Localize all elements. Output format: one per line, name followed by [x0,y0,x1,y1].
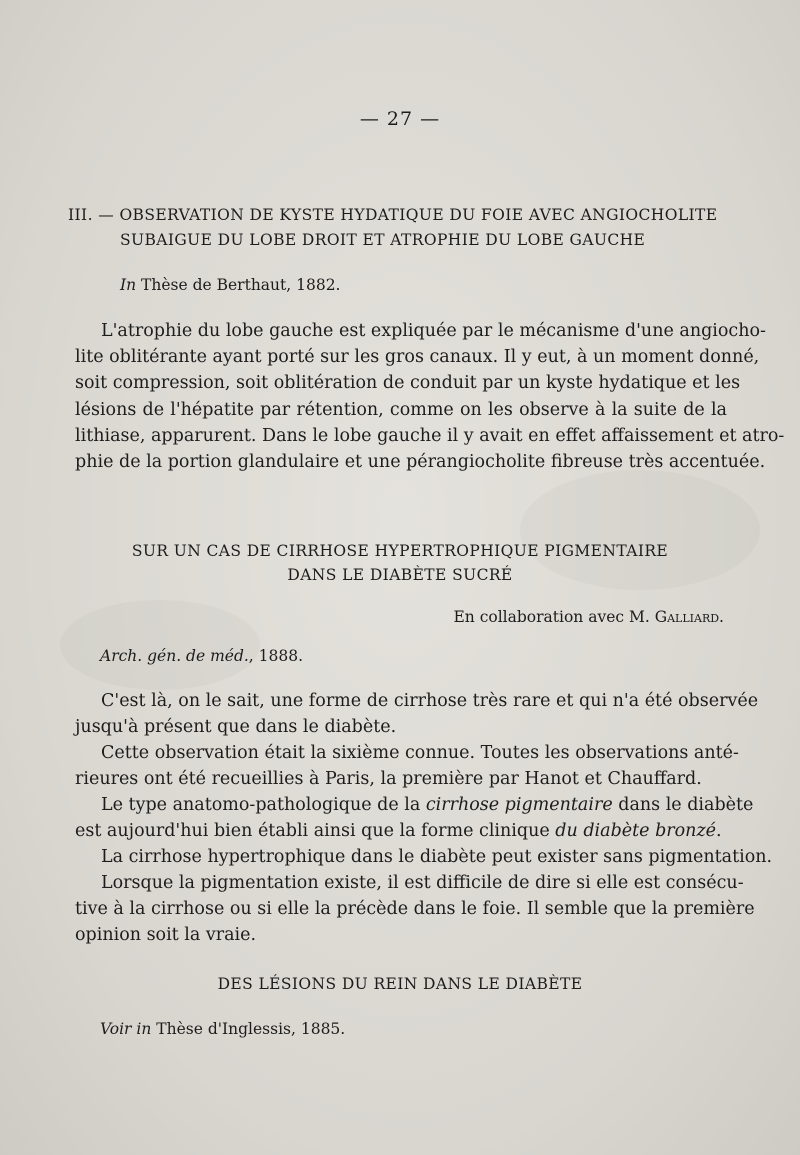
paragraph-line: soit compression, soit oblitération de conduit par un kyste hydatique et les [75,373,741,394]
section2-paragraph3 [75,792,754,844]
section2-ref-journal: Arch. gén. de méd. [100,647,249,665]
collab-prefix: En collaboration avec M. [453,608,650,626]
paragraph-line: L'atrophie du lobe gauche est expliquée par le mécanisme d'une angiocho- [101,321,766,341]
section1-heading-line1: III. — OBSERVATION DE KYSTE HYDATIQUE DU FOIE AVEC ANGIOCHOLITE [68,206,718,224]
section1-heading-line2: SUBAIGUE DU LOBE DROIT ET ATROPHIE DU LOBE GAUCHE [120,231,646,249]
paragraph-line: lite oblitérante ayant porté sur les gros canaux. Il y eut, à un moment donné, [75,347,760,368]
paragraph-line: lésions de l'hépatite par rétention, comme on les observe à la suite de la [75,399,727,420]
section2-paragraph1 [75,688,759,740]
text-run: est aujourd'hui bien établi ainsi que la forme clinique [75,821,556,842]
paragraph-line: Lorsque la pigmentation existe, il est difficile de dire si elle est consécu- [101,873,744,893]
section3-ref-prefix: Voir in [100,1020,152,1038]
section3-ref-text: Thèse d'Inglessis, 1885. [156,1020,346,1038]
paragraph-line: Cette observation était la sixième connue. Toutes les observations anté- [101,743,739,763]
page-number: — 27 — [359,108,441,130]
text-run: Le type anatomo-pathologique de la [101,795,426,815]
paragraph-line: opinion soit la vraie. [75,925,257,946]
section2-ref-year: , 1888. [248,647,304,665]
section1-paragraph [75,318,785,475]
paragraph-line: C'est là, on le sait, une forme de cirrhose très rare et qui n'a été observée [101,691,759,711]
italic-run: du diabète bronzé [555,821,717,842]
paragraph-line: phie de la portion glandulaire et une pérangiocholite fibreuse très accentuée. [75,452,766,473]
section2-heading-line1: SUR UN CAS DE CIRRHOSE HYPERTROPHIQUE PIGMENTAIRE [131,542,669,560]
text-run: dans le diabète [612,795,754,815]
section2-paragraph2 [75,740,739,792]
collaboration-note [453,606,724,628]
section1-ref-prefix: In [120,276,137,294]
paragraph-line: lithiase, apparurent. Dans le lobe gauche il y avait en effet affaissement et atro- [75,425,785,446]
italic-run: cirrhose pigmentaire [425,795,613,815]
paragraph-line [75,818,727,844]
section2-paragraph5 [75,870,755,949]
section2-reference [100,645,303,667]
section2-paragraph4 [75,844,773,870]
section1-reference [120,274,340,296]
section3-reference [100,1018,345,1040]
paragraph-line: La cirrhose hypertrophique dans le diabète peut exister sans pigmentation. [101,847,773,867]
paragraph-line: jusqu'à présent que dans le diabète. [75,717,397,738]
paragraph-line: tive à la cirrhose ou si elle la précède dans le foie. Il semble que la première [75,899,755,920]
section1-ref-text: Thèse de Berthaut, 1882. [141,276,341,294]
section3-heading: DES LÉSIONS DU REIN DANS LE DIABÈTE [217,975,583,993]
section2-heading-line2: DANS LE DIABÈTE SUCRÉ [287,566,513,584]
paragraph-line [75,792,754,818]
collab-name: Galliard. [654,608,724,626]
text-run: . [716,821,722,842]
paragraph-line: rieures ont été recueillies à Paris, la première par Hanot et Chauffard. [75,769,702,790]
